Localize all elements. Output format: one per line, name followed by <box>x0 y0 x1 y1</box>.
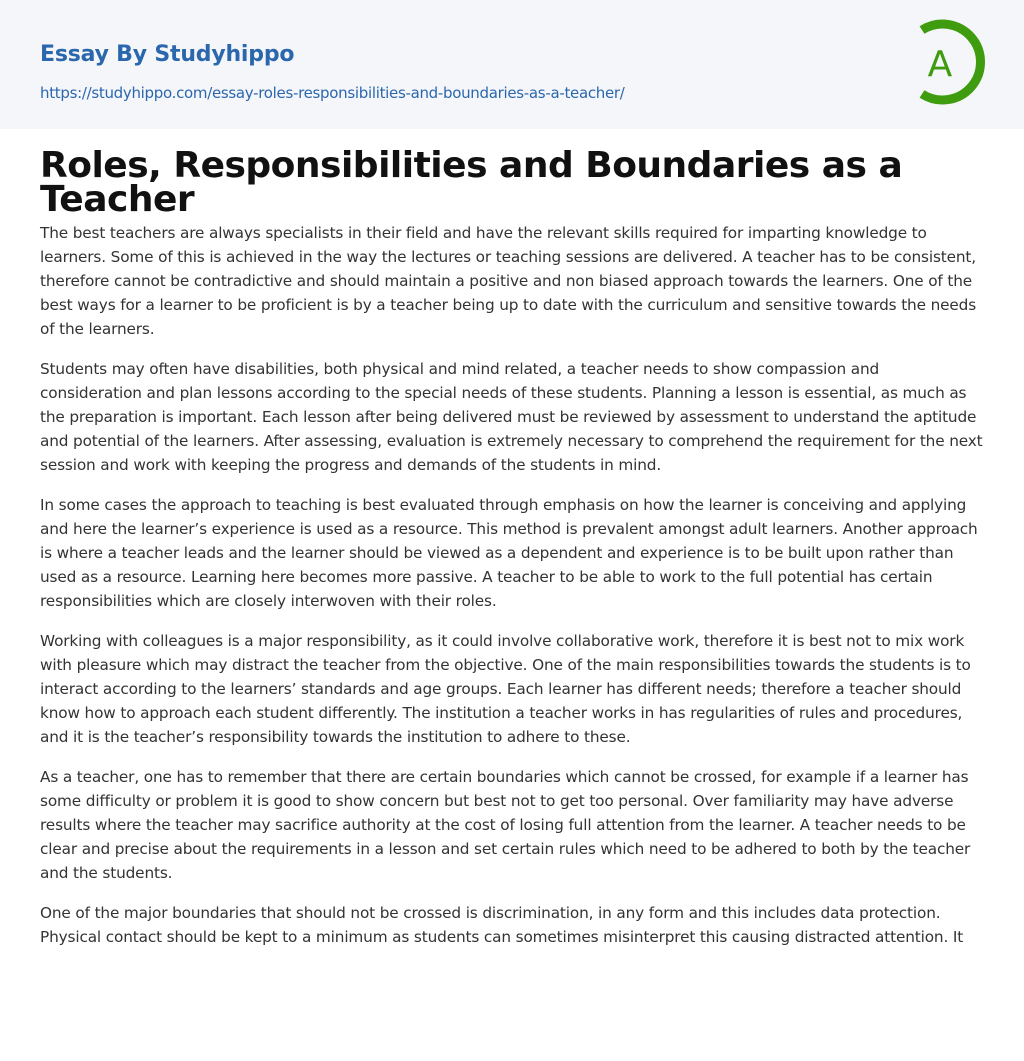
paragraph: In some cases the approach to teaching is best evaluated through emphasis on how the learner is conceiving and applying and here the learner’s experience is used as a resource. This method is prevalent amongst adult learners. Another approach is where a teacher leads and the learner should be viewed as a dependent and experience is to be built upon rather than used as a resource. Learning here becomes more passive. A teacher to be able to work to the full potential has certain responsibilities which are closely interwoven with their roles. <box>40 496 978 610</box>
article <box>0 129 1024 949</box>
studyhippo-logo-icon <box>910 18 988 106</box>
paragraph: Students may often have disabilities, both physical and mind related, a teacher needs to show compassion and consideration and plan lessons according to the special needs of these students. Planning a lesson is essential, as much as the preparation is important. Each lesson after being delivered must be reviewed by assessment to understand the aptitude and potential of the learners. After assessing, evaluation is extremely necessary to comprehend the requirement for the next session and work with keeping the progress and demands of the students in mind. <box>40 360 983 474</box>
paragraph: The best teachers are always specialists in their field and have the relevant skills required for imparting knowledge to learners. Some of this is achieved in the way the lectures or teaching sessions are delivered. A teacher has to be consistent, therefore cannot be contradictive and should maintain a positive and non biased approach towards the learners. One of the best ways for a learner to be proficient is by a teacher being up to date with the curriculum and sensitive towards the needs of the learners. <box>40 224 977 338</box>
brand-title: Essay By Studyhippo <box>40 42 295 67</box>
site-header <box>0 0 1024 129</box>
paragraph: One of the major boundaries that should not be crossed is discrimination, in any form and this includes data protection. Physical contact should be kept to a minimum as students can sometimes misinterpret this causing distracted attention. It <box>40 904 964 946</box>
logo-letter: A <box>927 44 953 85</box>
essay-url-link[interactable]: https://studyhippo.com/essay-roles-responsibilities-and-boundaries-as-a-teacher/ <box>40 84 625 102</box>
paragraph: Working with colleagues is a major responsibility, as it could involve collaborative work, therefore it is best not to mix work with pleasure which may distract the teacher from the objective. One of the main responsibilities towards the students is to interact according to the learners’ standards and age groups. Each learner has different needs; therefore a teacher should know how to approach each student differently. The institution a teacher works in has regularities of rules and procedures, and it is the teacher’s responsibility towards the institution to adhere to these. <box>40 632 971 746</box>
paragraph: As a teacher, one has to remember that there are certain boundaries which cannot be crossed, for example if a learner has some difficulty or problem it is good to show concern but best not to get too personal. Over familiarity may have adverse results where the teacher may sacrifice authority at the cost of losing full attention from the learner. A teacher needs to be clear and precise about the requirements in a lesson and set certain rules which need to be adhered to both by the teacher and the students. <box>40 768 971 882</box>
article-title: Roles, Responsibilities and Boundaries as a Teacher <box>40 145 903 220</box>
